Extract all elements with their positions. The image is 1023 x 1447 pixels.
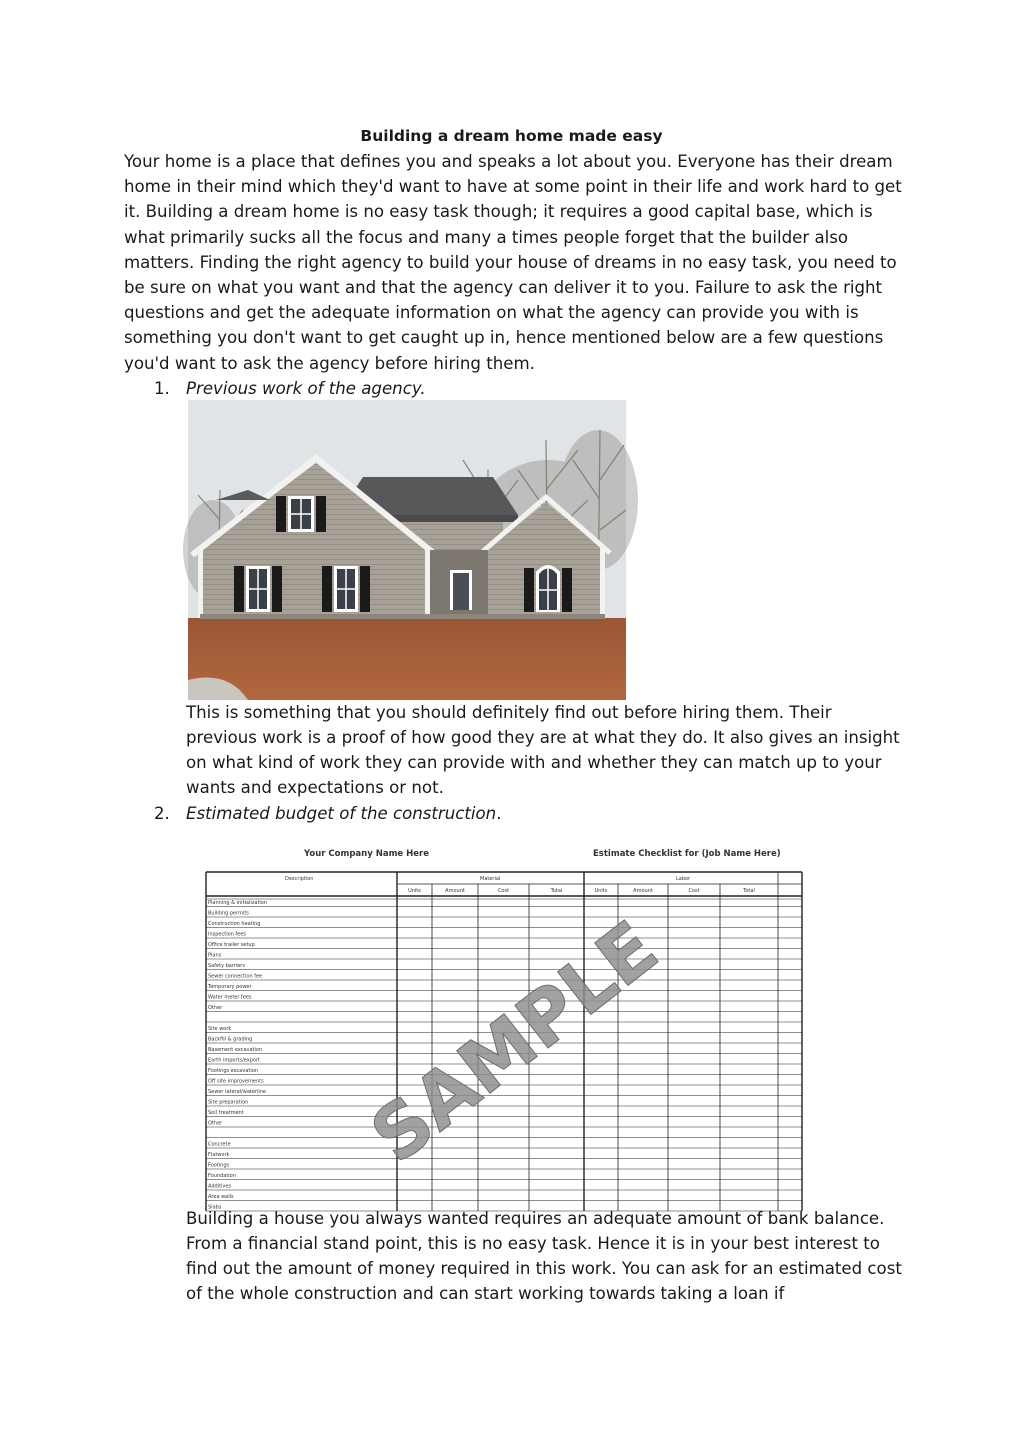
intro-paragraph: Your home is a place that defines you and speaks a lot about you. Everyone has their dream home in their mind which they'd want to have at some point in their life and work hard to get it. Building a dream home is no easy task though; it requires a good capital base, which is what primarily sucks all the focus and many a times people forget that the builder also matters. Finding the right agency to build your house of dreams in no easy task, you need to be sure on what you want and that the agency can deliver it to you. Failure to ask the right questions and get the adequate information on what the agency can provide you with is something you don't want to get caught up in, hence mentioned below are a few questions you'd want to ask the agency before hiring them. <box>124 152 902 373</box>
checklist-row-label: Safety barriers <box>208 963 245 969</box>
checklist-row-label: Sewer lateral/waterline <box>208 1089 267 1095</box>
item-2-body: Building a house you always wanted requires an adequate amount of bank balance. From a financial stand point, this is no easy task. Hence it is in your best interest to find out the amount of money required in this work. You can ask for an estimated cost of the whole construction and can start working towards taking a loan if <box>186 1209 902 1303</box>
subcolumn-header: Units <box>594 888 608 894</box>
material-header: Material <box>480 876 501 882</box>
list-number-1: 1. <box>154 379 170 398</box>
checklist-row-label: Foundation <box>208 1173 236 1179</box>
sample-watermark: SAMPLE <box>355 904 674 1180</box>
checklist-row-label: Temporary power <box>208 984 252 990</box>
checklist-row-label: Site preparation <box>208 1099 249 1106</box>
list-heading-1: Previous work of the agency. <box>186 379 426 398</box>
checklist-row-label: Area walls <box>208 1194 234 1200</box>
list-heading-2: Estimated budget of the construction <box>186 804 497 823</box>
list-heading-2-suffix: . <box>496 804 502 823</box>
checklist-row-label: Basement excavation <box>208 1047 263 1053</box>
checklist-row-label: Water meter fees <box>208 994 252 1001</box>
house-photo <box>188 400 626 700</box>
checklist-row-label: Footings excavation <box>208 1068 258 1074</box>
checklist-row-label: Plans <box>208 952 222 959</box>
checklist-row-label: Flatwork <box>208 1152 230 1158</box>
checklist-row-label: Slabs <box>208 1204 222 1211</box>
checklist-row-label: Additives <box>208 1183 232 1190</box>
checklist-row-label: Other <box>208 1005 223 1011</box>
estimate-checklist-image <box>200 838 804 1211</box>
subcolumn-header: Amount <box>445 888 465 894</box>
labor-header: Labor <box>676 876 691 882</box>
page-title: Building a dream home made easy <box>360 127 663 145</box>
subcolumn-header: Amount <box>633 888 653 894</box>
checklist-row-label: Other <box>208 1120 223 1127</box>
checklist-row-label: Backfill & grading <box>208 1036 253 1043</box>
checklist-row-label: Sewer connection fee <box>208 973 263 980</box>
subcolumn-header: Units <box>408 888 421 894</box>
checklist-row-label: Soil treatment <box>208 1110 244 1116</box>
checklist-row-label: Planning & initialization <box>208 900 268 906</box>
estimate-checklist-header: Estimate Checklist for (Job Name Here) <box>593 849 781 859</box>
subcolumn-header: Cost <box>688 888 700 894</box>
checklist-row-label: Concrete <box>208 1141 231 1148</box>
subcolumn-header: Total <box>743 888 755 894</box>
checklist-row-label: Building permits <box>208 910 249 917</box>
description-header: Description <box>285 876 314 882</box>
company-name-header: Your Company Name Here <box>304 849 429 859</box>
subcolumn-header: Cost <box>497 888 510 894</box>
checklist-row-label: Earth imports/export <box>208 1057 260 1064</box>
checklist-row-label: Site work <box>208 1026 232 1032</box>
checklist-row-label: Office trailer setup <box>208 942 255 948</box>
checklist-row-label: Construction heating <box>208 921 261 927</box>
checklist-row-label: Footings <box>208 1162 230 1169</box>
subcolumn-header: Total <box>550 888 563 894</box>
checklist-row-label: Inspection fees <box>208 931 246 938</box>
checklist-row-label: Off site improvements <box>208 1078 264 1085</box>
item-1-body: This is something that you should definitely find out before hiring them. Their previous work is a proof of how good they are at what they do. It also gives an insight on what kind of work they can provide with and whether they can match up to your wants and expectations or not. <box>186 703 900 797</box>
list-number-2: 2. <box>154 804 170 823</box>
